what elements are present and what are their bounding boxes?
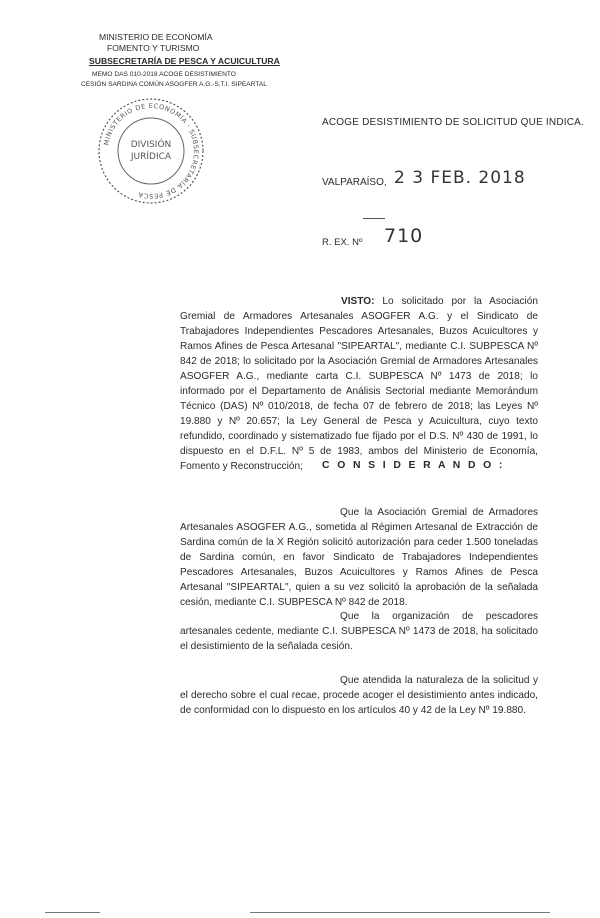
seal-center-line1: DIVISIÓN (130, 140, 172, 150)
paragraph-2-first: Que la organización de pescadores artesanales (180, 611, 538, 637)
juridical-division-seal (95, 95, 207, 207)
footer-scan-line-right (250, 912, 550, 913)
considerando-paragraph-1 (180, 505, 538, 610)
paragraph-1-first: Que la Asociación Gremial de Armadores (340, 507, 538, 518)
resolution-number-mark (363, 218, 385, 219)
considerando-paragraph-3 (180, 673, 538, 718)
place: VALPARAÍSO, (322, 177, 387, 188)
considerando-paragraph-2 (180, 609, 538, 654)
paragraph-3-rest: derecho sobre el cual recae, procede acoger el desistimiento antes indicado, de conformidad con lo dispuesto en los artículos 40 y 42 de la Ley Nº 19.880. (180, 690, 538, 716)
footer-scan-line-left (45, 912, 100, 913)
considerando-heading: C O N S I D E R A N D O : (322, 460, 505, 471)
resolution-number: 710 (384, 225, 424, 247)
seal-ring-text: MINISTERIO DE ECONOMÍA · SUBSECRETARÍA DE PESCA (102, 101, 201, 201)
paragraph-1-rest: Artesanales ASOGFER A.G., sometida al Régimen Artesanal de Extracción de Sardina común de la X Región solicitó autorización para ceder 1.500 toneladas de Sardina común, en favor Sindicato de Trabajadores Independientes Pescadores Artesanales, Buzos Acuicultores y Ramos Afines de Pesca Artesanal "SIPEARTAL", quien a su vez solicitó la aprobación de la señalada cesión, mediante C.I. SUBPESCA Nº 842 de 2018. (180, 522, 538, 608)
ministry-name: MINISTERIO DE ECONOMÍA (99, 32, 213, 42)
visto-paragraph (180, 294, 538, 474)
subsecretaria-name: SUBSECRETARÍA DE PESCA Y ACUICULTURA (89, 56, 280, 66)
ministry-subname: FOMENTO Y TURISMO (107, 43, 200, 53)
cesion-reference: CESIÓN SARDINA COMÚN ASOGFER A.G.-S.T.I. SIPEARTAL (81, 81, 267, 88)
date: 2 3 FEB. 2018 (394, 168, 526, 188)
memo-reference: MEMO DAS 010-2018 ACOGE DESISTIMIENTO (92, 71, 236, 78)
visto-label: VISTO: (341, 296, 375, 307)
resolution-label: R. EX. Nº (322, 237, 363, 248)
seal-center-line2: JURÍDICA (130, 152, 172, 162)
visto-text: Lo solicitado por la Asociación Gremial de Armadores Artesanales ASOGFER A.G. y el Sindicato de Trabajadores Independientes Pescadores Artesanales, Buzos Acuicultores y Ramos Afines de Pesca Artesanal "SIPEARTAL", mediante C.I. SUBPESCA Nº 842 de 2018; lo solicitado por la Asociación Gremial de Armadores Artesanales ASOGFER A.G., mediante carta C.I. SUBPESCA Nº 1473 de 2018; lo informado por el Departamento de Análisis Sectorial mediante Memorándum Técnico (DAS) Nº 010/2018, de fecha 07 de febrero de 2018; las Leyes Nº 19.880 y Nº 20.657; la Ley General de Pesca y Acuicultura, cuyo texto refundido, coordinado y sistematizado fue fijado por el D.S. Nº 430 de 1991, lo dispuesto en el D.F.L. Nº 5 de 1983, ambos del Ministerio de Economía, Fomento y Reconstrucción; (180, 296, 538, 472)
paragraph-2-rest: cedente, mediante C.I. SUBPESCA Nº 1473 de 2018, ha solicitado el desistimiento de la señalada cesión. (180, 626, 538, 652)
paragraph-3-first: Que atendida la naturaleza de la solicitud y el (180, 675, 538, 701)
resolution-subject: ACOGE DESISTIMIENTO DE SOLICITUD QUE INDICA. (322, 117, 584, 128)
